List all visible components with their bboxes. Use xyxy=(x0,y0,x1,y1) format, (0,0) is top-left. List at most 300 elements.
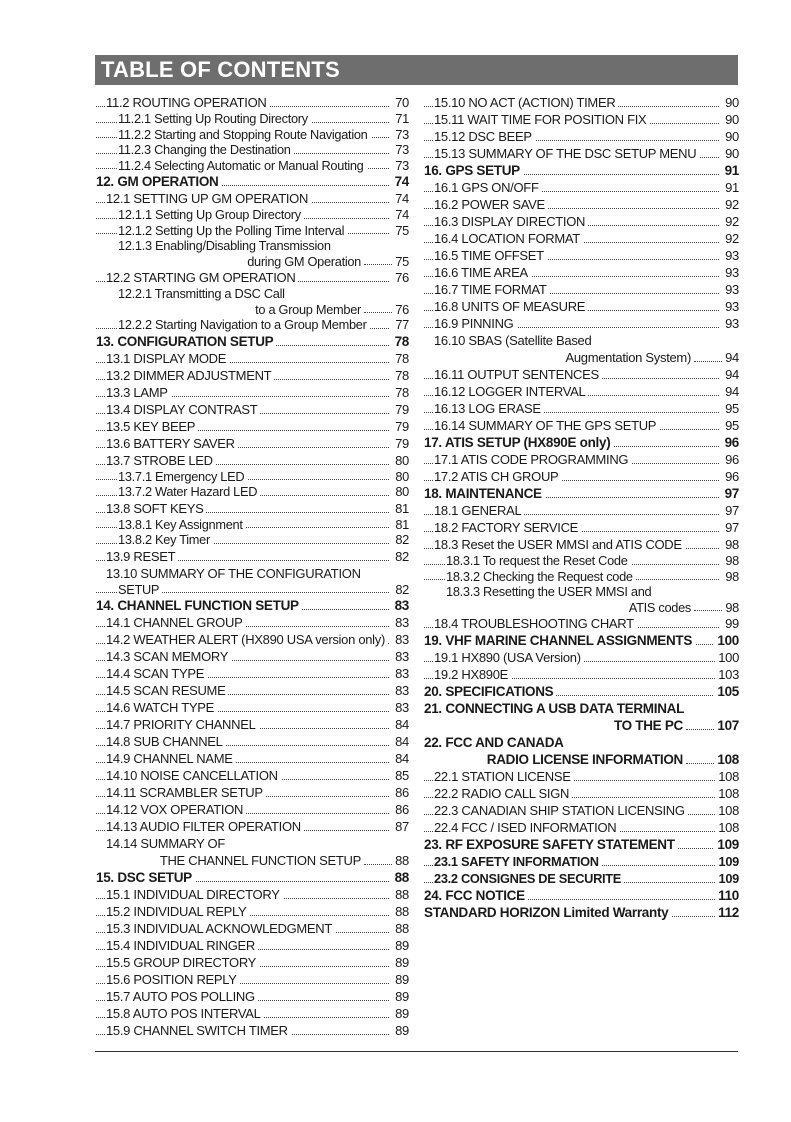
toc-page-number: 99 xyxy=(722,615,739,632)
toc-page-number: 98 xyxy=(722,536,739,553)
toc-entry[interactable] xyxy=(424,666,739,683)
toc-entry[interactable] xyxy=(96,716,409,733)
toc-page-number: 71 xyxy=(392,111,409,127)
toc-entry-title: 16.4 LOCATION FORMAT xyxy=(434,231,583,246)
dot-leader xyxy=(364,864,392,865)
toc-page-number: 98 xyxy=(722,569,739,585)
toc-page-number: 98 xyxy=(722,553,739,569)
toc-entry[interactable] xyxy=(424,887,739,904)
toc-entry-title: 15. DSC SETUP xyxy=(96,870,195,885)
toc-entry-title: 16.5 TIME OFFSET xyxy=(434,248,547,263)
toc-page-number: 95 xyxy=(722,400,739,417)
toc-entry[interactable] xyxy=(424,315,739,332)
toc-entry-title: 13.4 DISPLAY CONTRAST xyxy=(106,402,260,417)
toc-entry[interactable] xyxy=(96,173,409,190)
toc-entry-title: 19. VHF MARINE CHANNEL ASSIGNMENTS xyxy=(424,633,695,648)
toc-page-number: 92 xyxy=(722,230,739,247)
toc-page-number: 94 xyxy=(722,349,739,366)
toc-entry[interactable] xyxy=(96,548,409,565)
toc-entry-title: 15.12 DSC BEEP xyxy=(434,129,535,144)
toc-entry-title: ATIS codes xyxy=(626,600,694,616)
toc-page-number: 82 xyxy=(392,532,409,548)
toc-entry[interactable] xyxy=(96,1005,409,1022)
toc-entry-title: 18.3.2 Checking the Request code xyxy=(446,569,636,584)
toc-entry[interactable] xyxy=(424,836,739,853)
toc-page-number: 109 xyxy=(716,853,739,870)
toc-page-number: 76 xyxy=(392,269,409,286)
toc-entry-title: 18.3.1 To request the Reset Code xyxy=(446,553,631,568)
toc-entry[interactable] xyxy=(424,213,739,230)
toc-entry-title: 11.2.2 Starting and Stopping Route Navigation xyxy=(118,127,371,142)
toc-entry-title: 12.2 STARTING GM OPERATION xyxy=(106,270,298,285)
toc-entry[interactable] xyxy=(96,286,409,302)
toc-entry-title: 17. ATIS SETUP (HX890E only) xyxy=(424,435,613,450)
toc-entry-title: 23.2 CONSIGNES DE SECURITE xyxy=(434,871,624,886)
toc-entry[interactable] xyxy=(424,569,739,585)
toc-entry[interactable] xyxy=(96,614,409,631)
toc-entry-title: 13.5 KEY BEEP xyxy=(106,419,198,434)
toc-entry[interactable] xyxy=(96,333,409,350)
page-title: TABLE OF CONTENTS xyxy=(101,57,340,82)
toc-page-number: 93 xyxy=(722,281,739,298)
toc-entry[interactable] xyxy=(96,869,409,886)
toc-page-number: 100 xyxy=(715,649,739,666)
toc-entry-title: 16.3 DISPLAY DIRECTION xyxy=(434,214,588,229)
toc-entry-title: 13. CONFIGURATION SETUP xyxy=(96,334,276,349)
toc-entry-title: 17.2 ATIS CH GROUP xyxy=(434,469,561,484)
toc-page-number: 107 xyxy=(714,717,739,734)
toc-entry-title: during GM Operation xyxy=(244,254,364,270)
toc-page-number: 80 xyxy=(392,469,409,485)
toc-entry[interactable] xyxy=(424,615,739,632)
toc-entry[interactable] xyxy=(96,367,409,384)
dot-leader xyxy=(694,361,722,362)
toc-entry-title: 15.11 WAIT TIME FOR POSITION FIX xyxy=(434,112,649,127)
toc-page-number: 93 xyxy=(722,247,739,264)
toc-entry-title: 18.1 GENERAL xyxy=(434,503,524,518)
toc-page-number: 90 xyxy=(722,94,739,111)
toc-entry[interactable] xyxy=(424,417,739,434)
toc-entry-title: 11.2 ROUTING OPERATION xyxy=(106,95,270,110)
toc-entry-title: 18.2 FACTORY SERVICE xyxy=(434,520,581,535)
toc-entry[interactable] xyxy=(96,127,409,143)
toc-entry[interactable] xyxy=(96,665,409,682)
dot-leader xyxy=(364,312,392,313)
toc-page-number: 109 xyxy=(714,836,739,853)
toc-entry-title: 16.6 TIME AREA xyxy=(434,265,531,280)
toc-entry-title: 18.3 Reset the USER MMSI and ATIS CODE xyxy=(434,537,685,552)
toc-page-number: 93 xyxy=(722,264,739,281)
toc-entry[interactable] xyxy=(96,517,409,533)
toc-entry[interactable] xyxy=(96,190,409,207)
toc-entry[interactable] xyxy=(96,238,409,254)
toc-page-number: 94 xyxy=(722,383,739,400)
toc-page-number: 91 xyxy=(722,162,739,179)
bottom-divider xyxy=(95,1051,738,1052)
toc-entry[interactable] xyxy=(96,971,409,988)
toc-entry-title: 12.2.2 Starting Navigation to a Group Member xyxy=(118,317,370,332)
toc-page-number: 108 xyxy=(715,802,739,819)
toc-page-number: 112 xyxy=(715,904,739,921)
toc-page-number: 84 xyxy=(392,716,409,733)
toc-page-number: 98 xyxy=(722,600,739,616)
toc-page-number: 77 xyxy=(392,317,409,333)
toc-entry-title: 21. CONNECTING A USB DATA TERMINAL xyxy=(424,701,687,716)
toc-entry[interactable] xyxy=(96,384,409,401)
toc-entry-title: 12.1.3 Enabling/Disabling Transmission xyxy=(118,238,334,253)
toc-entry-title: 22.2 RADIO CALL SIGN xyxy=(434,786,572,801)
toc-page-number: 108 xyxy=(715,785,739,802)
toc-entry[interactable] xyxy=(424,768,739,785)
toc-page-number: 94 xyxy=(722,366,739,383)
toc-entry[interactable] xyxy=(96,682,409,699)
toc-page-number: 78 xyxy=(392,384,409,401)
toc-page-number: 70 xyxy=(392,94,409,111)
toc-entry-title: 13.8 SOFT KEYS xyxy=(106,501,206,516)
toc-page-number: 73 xyxy=(392,142,409,158)
toc-entry-title: 15.7 AUTO POS POLLING xyxy=(106,989,258,1004)
toc-entry-title: 15.6 POSITION REPLY xyxy=(106,972,240,987)
toc-entry[interactable] xyxy=(96,401,409,418)
toc-page-number: 76 xyxy=(392,302,409,318)
toc-entry[interactable] xyxy=(96,852,409,869)
toc-page-number: 85 xyxy=(392,767,409,784)
toc-page-number: 96 xyxy=(722,451,739,468)
toc-entry[interactable] xyxy=(96,317,409,333)
toc-page-number: 82 xyxy=(392,582,409,598)
toc-entry-title: 16.1 GPS ON/OFF xyxy=(434,180,542,195)
toc-entry-title: 18. MAINTENANCE xyxy=(424,486,545,501)
toc-page-number: 89 xyxy=(392,937,409,954)
toc-entry-title: 13.2 DIMMER ADJUSTMENT xyxy=(106,368,274,383)
toc-entry[interactable] xyxy=(424,451,739,468)
toc-page-number: 88 xyxy=(392,869,409,886)
toc-entry-title: 15.5 GROUP DIRECTORY xyxy=(106,955,259,970)
toc-entry[interactable] xyxy=(96,988,409,1005)
toc-entry[interactable] xyxy=(424,179,739,196)
toc-page-number: 81 xyxy=(392,517,409,533)
toc-page-number: 79 xyxy=(392,401,409,418)
toc-entry-title: 15.4 INDIVIDUAL RINGER xyxy=(106,938,258,953)
toc-entry-title: 16.10 SBAS (Satellite Based xyxy=(434,333,594,348)
toc-entry-title: 16.8 UNITS OF MEASURE xyxy=(434,299,588,314)
toc-page-number: 78 xyxy=(392,367,409,384)
toc-page-number: 88 xyxy=(392,920,409,937)
toc-entry[interactable] xyxy=(424,649,739,666)
toc-page-number: 93 xyxy=(722,298,739,315)
toc-entry[interactable] xyxy=(424,802,739,819)
toc-page-number: 103 xyxy=(715,666,739,683)
toc-entry-title: 14.3 SCAN MEMORY xyxy=(106,649,231,664)
toc-entry[interactable] xyxy=(96,254,409,270)
toc-entry[interactable] xyxy=(424,485,739,502)
toc-page-number: 91 xyxy=(722,179,739,196)
toc-entry[interactable] xyxy=(424,468,739,485)
toc-entry[interactable] xyxy=(424,819,739,836)
toc-page-number: 80 xyxy=(392,484,409,500)
toc-entry[interactable] xyxy=(96,750,409,767)
toc-entry[interactable] xyxy=(424,751,739,768)
toc-entry[interactable] xyxy=(96,350,409,367)
toc-entry-title: 14.11 SCRAMBLER SETUP xyxy=(106,785,266,800)
toc-entry[interactable] xyxy=(424,145,739,162)
toc-entry-title: 16.11 OUTPUT SENTENCES xyxy=(434,367,602,382)
toc-entry[interactable] xyxy=(96,835,409,852)
toc-entry-title: 13.1 DISPLAY MODE xyxy=(106,351,229,366)
toc-page-number: 89 xyxy=(392,1022,409,1039)
toc-entry-title: 16.13 LOG ERASE xyxy=(434,401,544,416)
toc-page-number: 108 xyxy=(715,819,739,836)
toc-entry[interactable] xyxy=(424,853,739,870)
toc-entry-title: 22. FCC AND CANADA xyxy=(424,735,567,750)
toc-entry[interactable] xyxy=(424,247,739,264)
toc-column-right xyxy=(424,94,739,921)
toc-entry[interactable] xyxy=(424,785,739,802)
toc-entry-title: 22.1 STATION LICENSE xyxy=(434,769,574,784)
toc-entry[interactable] xyxy=(424,536,739,553)
toc-entry[interactable] xyxy=(424,196,739,213)
toc-entry-title: 18.4 TROUBLESHOOTING CHART xyxy=(434,616,637,631)
toc-entry[interactable] xyxy=(424,600,739,616)
toc-page-number: 78 xyxy=(392,350,409,367)
toc-entry[interactable] xyxy=(96,920,409,937)
toc-entry[interactable] xyxy=(424,904,739,921)
toc-page-number: 87 xyxy=(392,818,409,835)
toc-entry-title: 14.8 SUB CHANNEL xyxy=(106,734,226,749)
toc-page-number: 97 xyxy=(722,485,739,502)
toc-page-number: 88 xyxy=(392,886,409,903)
toc-entry-title: 14.9 CHANNEL NAME xyxy=(106,751,236,766)
toc-entry[interactable] xyxy=(424,128,739,145)
toc-entry[interactable] xyxy=(96,452,409,469)
toc-entry-title: 22.3 CANADIAN SHIP STATION LICENSING xyxy=(434,803,688,818)
toc-entry[interactable] xyxy=(96,223,409,239)
toc-entry-title: SETUP xyxy=(118,582,162,597)
toc-page-number: 79 xyxy=(392,418,409,435)
toc-entry[interactable] xyxy=(96,818,409,835)
toc-page-number: 73 xyxy=(392,158,409,174)
toc-page-number: 83 xyxy=(392,665,409,682)
toc-entry[interactable] xyxy=(96,532,409,548)
toc-entry-title: 14.4 SCAN TYPE xyxy=(106,666,207,681)
toc-entry[interactable] xyxy=(96,111,409,127)
toc-entry-title: 12. GM OPERATION xyxy=(96,174,221,189)
toc-entry[interactable] xyxy=(424,298,739,315)
toc-page-number: 74 xyxy=(392,190,409,207)
toc-entry[interactable] xyxy=(424,700,739,717)
toc-page-number: 83 xyxy=(392,682,409,699)
toc-entry-title: 23.1 SAFETY INFORMATION xyxy=(434,854,602,869)
toc-entry-title: 14. CHANNEL FUNCTION SETUP xyxy=(96,598,302,613)
toc-entry-title: 12.1.2 Setting Up the Polling Time Interval xyxy=(118,223,347,238)
toc-entry[interactable] xyxy=(96,142,409,158)
toc-entry-title: 16.2 POWER SAVE xyxy=(434,197,548,212)
dot-leader xyxy=(364,264,392,265)
toc-entry[interactable] xyxy=(424,94,739,111)
toc-entry[interactable] xyxy=(96,500,409,517)
toc-page-number: 81 xyxy=(392,500,409,517)
toc-page-number: 97 xyxy=(722,519,739,536)
toc-entry[interactable] xyxy=(424,332,739,349)
toc-entry[interactable] xyxy=(96,631,409,648)
toc-entry-title: 16.14 SUMMARY OF THE GPS SETUP xyxy=(434,418,659,433)
toc-entry[interactable] xyxy=(96,767,409,784)
toc-entry-title: 14.14 SUMMARY OF xyxy=(106,836,228,851)
toc-entry[interactable] xyxy=(96,699,409,716)
toc-page-number: 78 xyxy=(392,333,409,350)
toc-entry-title: 15.3 INDIVIDUAL ACKNOWLEDGMENT xyxy=(106,921,335,936)
toc-entry-title: 14.5 SCAN RESUME xyxy=(106,683,228,698)
toc-entry-title: 13.7.2 Water Hazard LED xyxy=(118,484,260,499)
toc-entry-title: THE CHANNEL FUNCTION SETUP xyxy=(157,852,364,869)
toc-entry-title: 19.1 HX890 (USA Version) xyxy=(434,650,584,665)
title-bar xyxy=(95,55,738,85)
toc-entry-title: 19.2 HX890E xyxy=(434,667,511,682)
toc-page-number: 109 xyxy=(716,870,739,887)
toc-page-number: 89 xyxy=(392,988,409,1005)
toc-page-number: 88 xyxy=(392,852,409,869)
toc-entry[interactable] xyxy=(96,648,409,665)
toc-page-number: 105 xyxy=(714,683,739,700)
toc-entry[interactable] xyxy=(424,281,739,298)
toc-entry-title: 14.12 VOX OPERATION xyxy=(106,802,246,817)
toc-entry[interactable] xyxy=(96,733,409,750)
toc-entry-title: 15.8 AUTO POS INTERVAL xyxy=(106,1006,264,1021)
toc-entry[interactable] xyxy=(424,264,739,281)
toc-entry-title: 14.7 PRIORITY CHANNEL xyxy=(106,717,259,732)
toc-page-number: 75 xyxy=(392,254,409,270)
toc-page-number: 95 xyxy=(722,417,739,434)
toc-entry[interactable] xyxy=(424,111,739,128)
toc-entry-title: 13.7 STROBE LED xyxy=(106,453,216,468)
toc-entry[interactable] xyxy=(96,469,409,485)
toc-entry-title: 23. RF EXPOSURE SAFETY STATEMENT xyxy=(424,837,678,852)
toc-entry-title: to a Group Member xyxy=(252,302,364,318)
toc-page-number: 83 xyxy=(392,597,409,614)
toc-entry[interactable] xyxy=(424,230,739,247)
toc-entry-title: 20. SPECIFICATIONS xyxy=(424,684,556,699)
toc-page-number: 82 xyxy=(392,548,409,565)
toc-entry[interactable] xyxy=(424,717,739,734)
toc-entry[interactable] xyxy=(424,434,739,451)
toc-entry-title: 16. GPS SETUP xyxy=(424,163,523,178)
toc-entry-title: 16.7 TIME FORMAT xyxy=(434,282,549,297)
toc-entry[interactable] xyxy=(96,207,409,223)
toc-page-number: 80 xyxy=(392,452,409,469)
toc-page-number: 75 xyxy=(392,223,409,239)
toc-page-number: 83 xyxy=(392,699,409,716)
toc-entry-title: 12.1 SETTING UP GM OPERATION xyxy=(106,191,311,206)
toc-entry-title: 22.4 FCC / ISED INFORMATION xyxy=(434,820,619,835)
toc-entry-title: RADIO LICENSE INFORMATION xyxy=(484,751,686,768)
toc-page-number: 108 xyxy=(714,751,739,768)
toc-page-number: 96 xyxy=(722,434,739,451)
toc-page-number: 73 xyxy=(392,127,409,143)
toc-entry[interactable] xyxy=(96,886,409,903)
toc-entry-title: 15.1 INDIVIDUAL DIRECTORY xyxy=(106,887,283,902)
toc-page-number: 90 xyxy=(722,145,739,162)
toc-page-number: 83 xyxy=(392,648,409,665)
toc-page-number: 83 xyxy=(392,631,409,648)
toc-entry-title: 11.2.3 Changing the Destination xyxy=(118,142,294,157)
toc-entry-title: STANDARD HORIZON Limited Warranty xyxy=(424,905,671,920)
toc-page-number: 86 xyxy=(392,801,409,818)
toc-entry-title: 16.12 LOGGER INTERVAL xyxy=(434,384,588,399)
toc-entry-title: 13.3 LAMP xyxy=(106,385,171,400)
toc-entry[interactable] xyxy=(96,158,409,174)
toc-entry[interactable] xyxy=(424,553,739,569)
toc-page-number: 89 xyxy=(392,1005,409,1022)
toc-entry[interactable] xyxy=(96,582,409,598)
dot-leader xyxy=(686,763,714,764)
toc-page-number: 88 xyxy=(392,903,409,920)
toc-entry-title: Augmentation System) xyxy=(562,349,694,366)
toc-entry[interactable] xyxy=(96,269,409,286)
toc-entry[interactable] xyxy=(424,349,739,366)
toc-page-number: 74 xyxy=(392,207,409,223)
toc-entry-title: 16.9 PINNING xyxy=(434,316,517,331)
toc-entry[interactable] xyxy=(96,484,409,500)
toc-entry[interactable] xyxy=(424,734,739,751)
toc-entry-title: 11.2.4 Selecting Automatic or Manual Routing xyxy=(118,158,367,173)
dot-leader xyxy=(686,729,714,730)
dot-leader xyxy=(694,610,722,611)
toc-entry[interactable] xyxy=(424,683,739,700)
toc-entry[interactable] xyxy=(424,870,739,887)
toc-entry-title: 13.9 RESET xyxy=(106,549,178,564)
toc-entry[interactable] xyxy=(96,784,409,801)
toc-page-number: 110 xyxy=(715,887,739,904)
toc-entry[interactable] xyxy=(96,435,409,452)
toc-entry[interactable] xyxy=(96,937,409,954)
toc-page-number: 84 xyxy=(392,733,409,750)
toc-entry[interactable] xyxy=(424,400,739,417)
toc-page-number: 92 xyxy=(722,213,739,230)
toc-column-left xyxy=(96,94,409,1039)
toc-entry[interactable] xyxy=(96,565,409,582)
toc-entry-title: 15.10 NO ACT (ACTION) TIMER xyxy=(434,95,618,110)
toc-entry-title: TO THE PC xyxy=(611,717,686,734)
toc-entry[interactable] xyxy=(96,418,409,435)
toc-entry[interactable] xyxy=(96,954,409,971)
toc-entry-title: 12.1.1 Setting Up Group Directory xyxy=(118,207,304,222)
toc-entry[interactable] xyxy=(96,903,409,920)
toc-entry[interactable] xyxy=(424,366,739,383)
toc-page-number: 89 xyxy=(392,954,409,971)
toc-entry[interactable] xyxy=(96,302,409,318)
toc-entry[interactable] xyxy=(424,519,739,536)
toc-entry[interactable] xyxy=(96,1022,409,1039)
toc-entry[interactable] xyxy=(424,632,739,649)
toc-entry[interactable] xyxy=(424,162,739,179)
toc-entry[interactable] xyxy=(424,584,739,600)
toc-entry-title: 13.10 SUMMARY OF THE CONFIGURATION xyxy=(106,566,364,581)
toc-page-number: 108 xyxy=(715,768,739,785)
toc-page-number: 74 xyxy=(392,173,409,190)
toc-page-number: 92 xyxy=(722,196,739,213)
toc-page-number: 86 xyxy=(392,784,409,801)
toc-entry-title: 14.1 CHANNEL GROUP xyxy=(106,615,245,630)
toc-entry-title: 24. FCC NOTICE xyxy=(424,888,528,903)
toc-entry-title: 14.10 NOISE CANCELLATION xyxy=(106,768,281,783)
toc-entry[interactable] xyxy=(424,383,739,400)
toc-entry[interactable] xyxy=(96,801,409,818)
toc-entry-title: 15.9 CHANNEL SWITCH TIMER xyxy=(106,1023,291,1038)
toc-entry[interactable] xyxy=(424,502,739,519)
toc-entry[interactable] xyxy=(96,94,409,111)
toc-entry-title: 15.2 INDIVIDUAL REPLY xyxy=(106,904,249,919)
toc-entry[interactable] xyxy=(96,597,409,614)
